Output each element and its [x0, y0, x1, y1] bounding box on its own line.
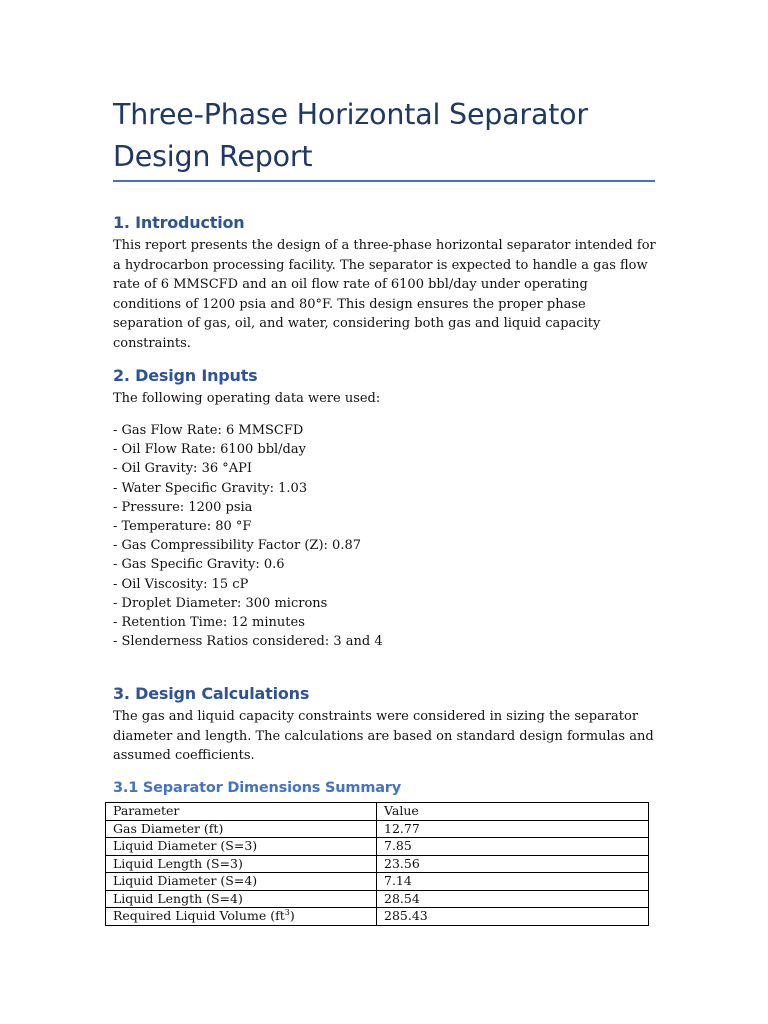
list-item: - Oil Flow Rate: 6100 bbl/day: [113, 442, 306, 458]
table-cell: 28.54: [377, 890, 649, 908]
introduction-heading: 1. Introduction: [113, 213, 245, 232]
introduction-paragraph: This report presents the design of a three-phase horizontal separator intended for a hydrocarbon processing facility. The separator is expected to handle a gas flow rate of 6 MMSCFD and an oil flow rate of 6100 bbl/day under operating conditions of 1200 psia and 80°F. This design ensures the proper phase separation of gas, oil, and water, considering both gas and liquid capacity constraints.: [113, 238, 656, 351]
table-row: [106, 908, 649, 926]
design-inputs-list: [113, 421, 613, 651]
dimensions-summary-heading: 3.1 Separator Dimensions Summary: [113, 780, 402, 796]
table-cell-suffix: ): [289, 908, 295, 924]
title-divider: [113, 180, 655, 182]
table-cell: Liquid Length (S=3): [106, 855, 377, 873]
table-cell: Liquid Length (S=4): [106, 890, 377, 908]
table-header-row: [106, 803, 649, 821]
table-cell: 7.85: [377, 838, 649, 856]
table-cell: 285.43: [377, 908, 649, 926]
dimensions-table: [105, 802, 649, 926]
list-item: - Oil Viscosity: 15 cP: [113, 576, 249, 592]
document-title: Three-Phase Horizontal Separator Design Report: [113, 98, 588, 173]
superscript: 3: [284, 908, 290, 918]
list-item: - Pressure: 1200 psia: [113, 499, 253, 515]
list-item: - Gas Specific Gravity: 0.6: [113, 557, 285, 573]
table-cell: [106, 908, 377, 926]
list-item: - Retention Time: 12 minutes: [113, 615, 305, 631]
table-row: [106, 838, 649, 856]
list-item: - Gas Compressibility Factor (Z): 0.87: [113, 538, 361, 554]
design-calculations-heading: 3. Design Calculations: [113, 684, 310, 703]
list-item: - Gas Flow Rate: 6 MMSCFD: [113, 423, 304, 438]
table-cell: Gas Diameter (ft): [106, 820, 377, 838]
table-header-cell: Parameter: [106, 803, 377, 821]
list-item: - Oil Gravity: 36 °API: [113, 461, 253, 477]
table-cell: Liquid Diameter (S=3): [106, 838, 377, 856]
design-inputs-intro: The following operating data were used:: [113, 391, 381, 406]
table-cell: 23.56: [377, 855, 649, 873]
table-cell: 7.14: [377, 873, 649, 891]
design-inputs-heading: 2. Design Inputs: [113, 366, 258, 385]
table-row: [106, 855, 649, 873]
list-item: - Water Specific Gravity: 1.03: [113, 480, 308, 496]
list-item: - Droplet Diameter: 300 microns: [113, 595, 328, 611]
table-row: [106, 820, 649, 838]
table-cell: 12.77: [377, 820, 649, 838]
design-calculations-paragraph: The gas and liquid capacity constraints were considered in sizing the separator diameter and length. The calculations are based on standard design formulas and assumed coefficients.: [113, 709, 654, 763]
table-cell: Liquid Diameter (S=4): [106, 873, 377, 891]
list-item: - Slenderness Ratios considered: 3 and 4: [113, 634, 383, 650]
table-row: [106, 873, 649, 891]
table-header-cell: Value: [377, 803, 649, 821]
table-row: [106, 890, 649, 908]
table-cell-label: Required Liquid Volume (ft: [113, 908, 285, 924]
list-item: - Temperature: 80 °F: [113, 519, 252, 535]
